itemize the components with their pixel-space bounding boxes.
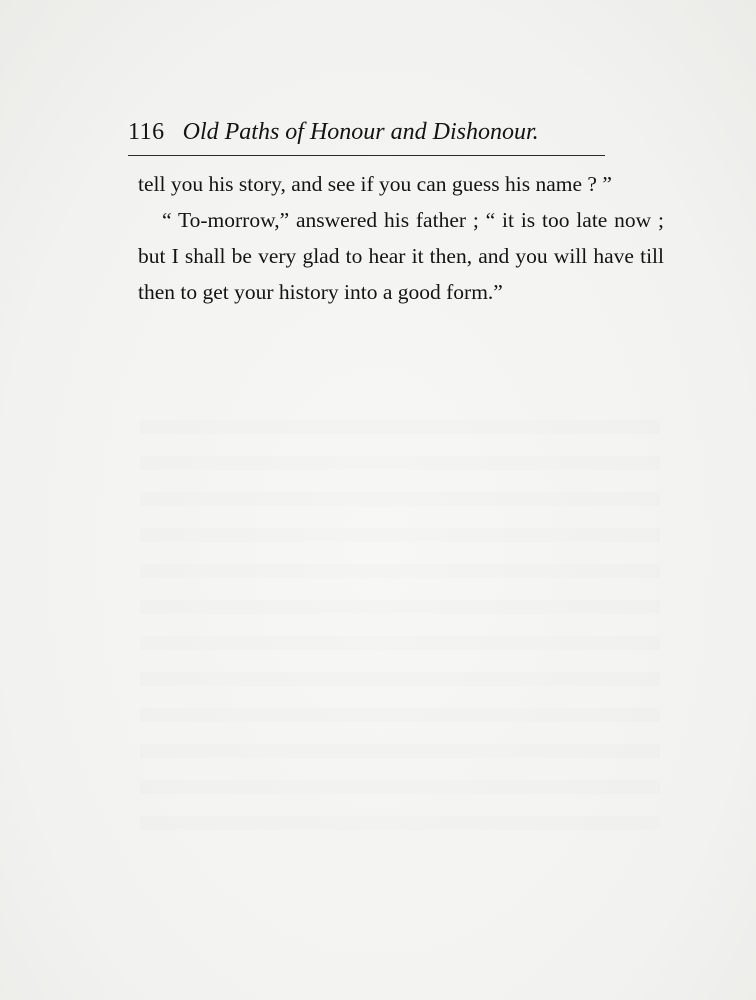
page-number: 116 [128, 119, 165, 145]
show-through-texture [140, 420, 660, 840]
paragraph: tell you his story, and see if you can guess his name ? ” [138, 172, 612, 196]
body-text [138, 166, 664, 310]
header-rule [128, 155, 605, 156]
running-title: Old Paths of Honour and Dishonour. [182, 119, 539, 145]
running-header [128, 114, 608, 150]
paragraph: “ To-morrow,” answered his father ; “ it is too late now ; but I shall be very glad to hear it then, and you will have till then to get your history into a good form.” [138, 208, 664, 304]
